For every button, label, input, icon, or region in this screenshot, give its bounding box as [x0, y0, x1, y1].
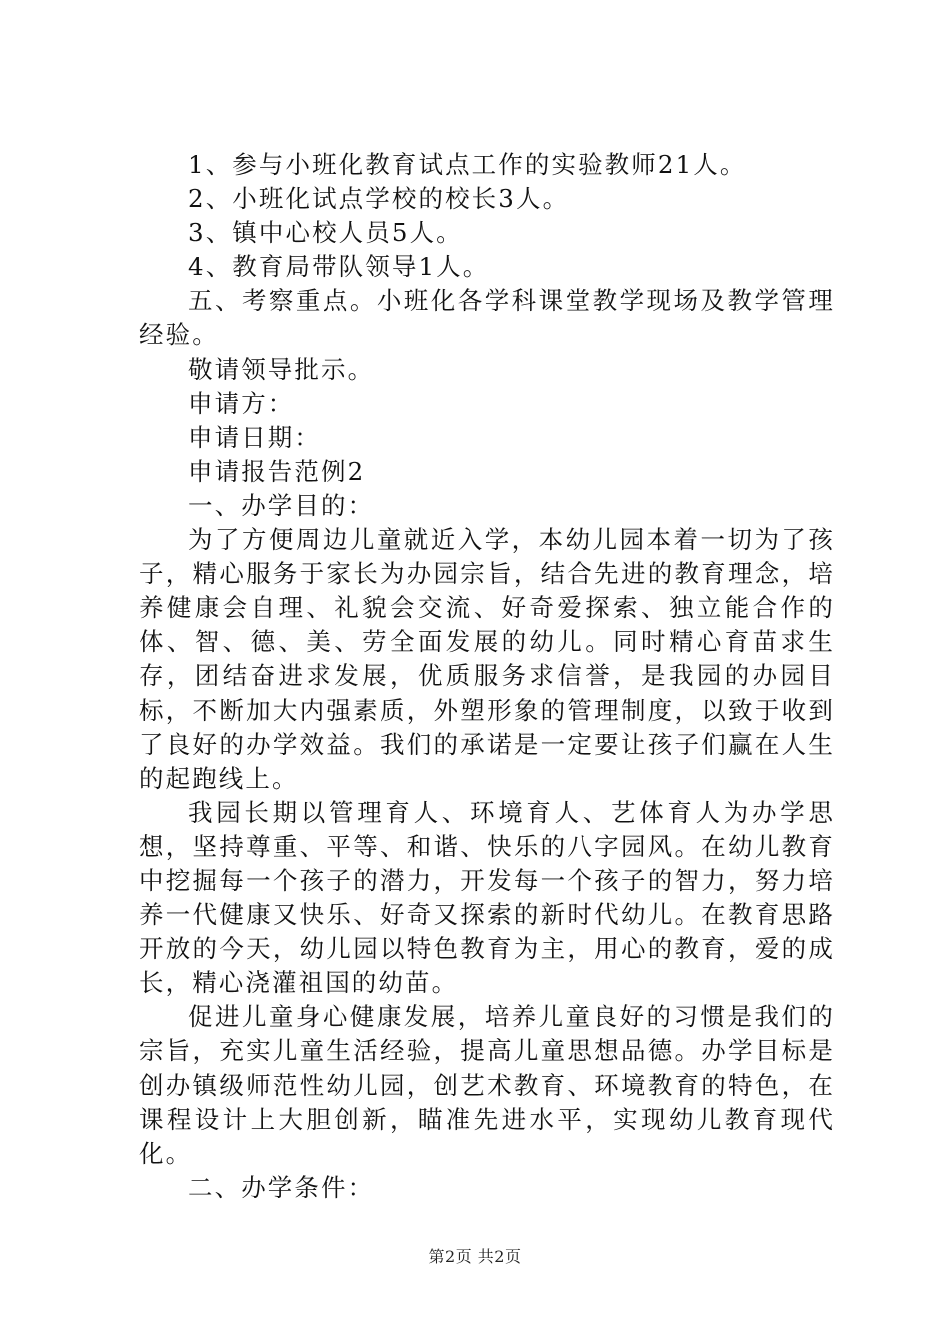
list-item-experimental-teachers: 1、参与小班化教育试点工作的实验教师21人。 — [188, 150, 747, 179]
body-paragraph-purpose: 为了方便周边儿童就近入学，本幼儿园本着一切为了孩子，精心服务于家长为办园宗旨，结合先进的教育理念，培养健康会自理、礼貌会交流、好奇爱探索、独立能合作的体、智、德、美、劳全面发展的幼儿。同时精心育苗求生存，团结奋进求发展，优质服务求信誉，是我园的办园目标，不断加大内强素质，外塑形象的管理制度，以致于收到了良好的办学效益。我们的承诺是一定要让孩子们赢在人生的起跑线上。 — [139, 525, 835, 793]
list-item-principals: 2、小班化试点学校的校长3人。 — [188, 184, 570, 214]
request-approval-line: 敬请领导批示。 — [188, 354, 375, 384]
page-number-footer: 第2页 共2页 — [428, 1247, 522, 1266]
section-inspection-focus: 五、考察重点。小班化各学科课堂教学现场及教学管理经验。 — [139, 286, 835, 350]
section-heading-conditions: 二、办学条件： — [188, 1172, 375, 1202]
list-item-bureau-leader: 4、教育局带队领导1人。 — [188, 252, 490, 282]
body-paragraph-philosophy: 我园长期以管理育人、环境育人、艺体育人为办学思想，坚持尊重、平等、和谐、快乐的八字园风。在幼儿教育中挖掘每一个孩子的潜力，开发每一个孩子的智力，努力培养一代健康又快乐、好奇又探索的新时代幼儿。在教育思路开放的今天，幼儿园以特色教育为主，用心的教育，爱的成长，精心浇灌祖国的幼苗。 — [139, 797, 835, 998]
example-heading: 申请报告范例2 — [188, 456, 366, 486]
applicant-line: 申请方： — [188, 388, 295, 418]
application-date-line: 申请日期： — [188, 422, 321, 452]
document-body — [139, 148, 835, 1205]
section-heading-purpose: 一、办学目的： — [188, 490, 375, 520]
list-item-center-school-staff: 3、镇中心校人员5人。 — [188, 218, 463, 248]
body-paragraph-goals: 促进儿童身心健康发展，培养儿童良好的习惯是我们的宗旨，充实儿童生活经验，提高儿童思想品德。办学目标是创办镇级师范性幼儿园，创艺术教育、环境教育的特色，在课程设计上大胆创新，瞄准先进水平，实现幼儿教育现代化。 — [139, 1002, 835, 1168]
